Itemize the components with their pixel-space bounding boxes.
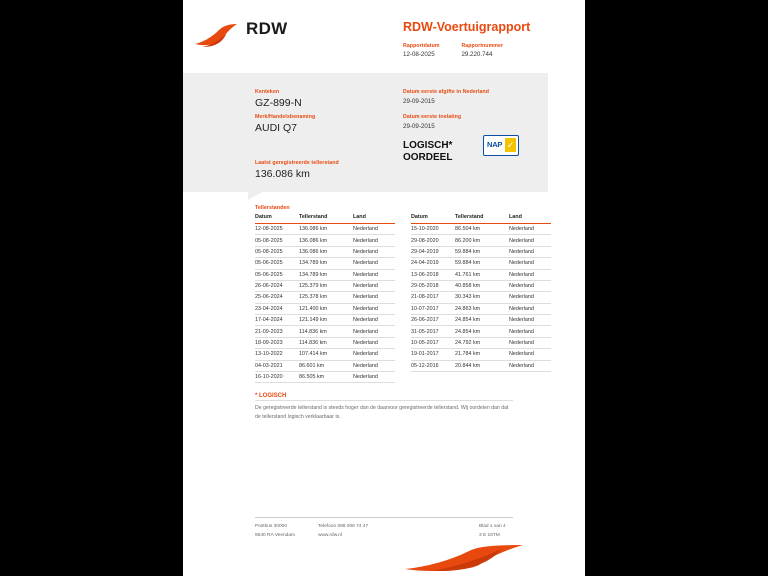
cell-datum: 23-04-2024 <box>255 303 299 314</box>
cell-datum: 21-08-2017 <box>411 292 455 303</box>
cell-tellerstand: 41.761 km <box>455 269 509 280</box>
table-row <box>255 315 395 326</box>
rdw-wordmark: RDW <box>246 19 288 38</box>
cell-tellerstand: 125.378 km <box>299 292 353 303</box>
table-row <box>255 258 395 269</box>
cell-land: Nederland <box>353 349 395 360</box>
panel-notch <box>248 192 262 200</box>
cell-datum: 12-08-2025 <box>255 224 299 235</box>
document-page <box>183 0 585 576</box>
cell-tellerstand: 86.200 km <box>455 235 509 246</box>
cell-datum: 05-08-2025 <box>255 246 299 257</box>
table-row <box>255 224 395 235</box>
cell-land: Nederland <box>353 371 395 382</box>
cell-land: Nederland <box>353 224 395 235</box>
cell-datum: 05-06-2025 <box>255 258 299 269</box>
footer-address-line-2: 9640 RA Veendam <box>255 533 296 538</box>
cell-land: Nederland <box>509 269 551 280</box>
table-row <box>255 360 395 371</box>
cell-tellerstand: 24.863 km <box>455 303 509 314</box>
cell-datum: 05-12-2016 <box>411 360 455 371</box>
rdw-flame-logo-icon <box>193 22 241 48</box>
nap-badge <box>483 135 519 156</box>
cell-land: Nederland <box>353 292 395 303</box>
cell-datum: 26-06-2017 <box>411 315 455 326</box>
table-row <box>255 246 395 257</box>
cell-datum: 31-05-2017 <box>411 326 455 337</box>
cell-datum: 29-04-2019 <box>411 246 455 257</box>
cell-tellerstand: 125.379 km <box>299 280 353 291</box>
cell-land: Nederland <box>353 280 395 291</box>
merk-label: Merk/Handelsbenaming <box>255 114 316 120</box>
meta-rapportnummer-value: 29.220.744 <box>461 51 493 58</box>
nap-label: NAP <box>487 140 503 149</box>
cell-datum: 25-06-2024 <box>255 292 299 303</box>
cell-land: Nederland <box>509 246 551 257</box>
footer-divider <box>255 517 513 518</box>
table-row <box>255 292 395 303</box>
cell-tellerstand: 134.789 km <box>299 269 353 280</box>
tellerstanden-title: Tellerstanden <box>255 205 290 211</box>
cell-datum: 04-03-2021 <box>255 360 299 371</box>
footnote-title: * LOGISCH <box>255 393 287 399</box>
meta-rapportdatum-label: Rapportdatum <box>403 43 440 49</box>
cell-tellerstand: 107.414 km <box>299 349 353 360</box>
rdw-flame-logo-footer-icon <box>405 545 525 571</box>
cell-land: Nederland <box>509 292 551 303</box>
table-row <box>255 235 395 246</box>
cell-land: Nederland <box>509 349 551 360</box>
col-tellerstand: Tellerstand <box>455 214 509 224</box>
cell-land: Nederland <box>509 337 551 348</box>
header-meta <box>403 43 583 61</box>
footer-website-link[interactable]: www.rdw.nl <box>318 533 342 538</box>
cell-datum: 05-08-2025 <box>255 235 299 246</box>
cell-tellerstand: 136.086 km <box>299 246 353 257</box>
table-row <box>411 258 551 269</box>
cell-tellerstand: 114.836 km <box>299 337 353 348</box>
table-row <box>255 349 395 360</box>
table-row <box>411 235 551 246</box>
toelating-value: 29-09-2015 <box>403 123 435 130</box>
cell-tellerstand: 136.086 km <box>299 224 353 235</box>
cell-tellerstand: 86.504 km <box>455 224 509 235</box>
table-row <box>411 269 551 280</box>
table-header-row <box>255 214 395 224</box>
cell-land: Nederland <box>509 303 551 314</box>
cell-land: Nederland <box>509 280 551 291</box>
table-row <box>411 224 551 235</box>
table-row <box>255 303 395 314</box>
table-row <box>255 269 395 280</box>
table-body-left <box>255 224 395 383</box>
cell-land: Nederland <box>353 337 395 348</box>
tellerstand-label: Laatst geregistreerde tellerstand <box>255 160 339 166</box>
cell-land: Nederland <box>353 258 395 269</box>
verdict-block <box>403 140 452 163</box>
cell-land: Nederland <box>353 246 395 257</box>
cell-land: Nederland <box>509 326 551 337</box>
cell-land: Nederland <box>353 269 395 280</box>
cell-land: Nederland <box>509 315 551 326</box>
cell-tellerstand: 21.784 km <box>455 349 509 360</box>
cell-tellerstand: 86.505 km <box>299 371 353 382</box>
cell-datum: 10-07-2017 <box>411 303 455 314</box>
cell-datum: 13-10-2022 <box>255 349 299 360</box>
table-row <box>411 315 551 326</box>
meta-rapportdatum-value: 12-08-2025 <box>403 51 435 58</box>
table-row <box>411 292 551 303</box>
cell-tellerstand: 121.149 km <box>299 315 353 326</box>
cell-land: Nederland <box>509 258 551 269</box>
table-row <box>411 349 551 360</box>
cell-land: Nederland <box>353 315 395 326</box>
verdict-line-1: LOGISCH* <box>403 140 453 151</box>
cell-datum: 16-10-2020 <box>255 371 299 382</box>
col-datum: Datum <box>255 214 299 224</box>
table-row <box>411 280 551 291</box>
cell-datum: 19-01-2017 <box>411 349 455 360</box>
cell-datum: 24-04-2019 <box>411 258 455 269</box>
table-row <box>255 337 395 348</box>
meta-rapportnummer <box>461 43 503 58</box>
cell-tellerstand: 86.601 km <box>299 360 353 371</box>
toelating-label: Datum eerste toelating <box>403 114 462 120</box>
vehicle-summary-panel <box>183 73 548 192</box>
footnote-body: De geregistreerde tellerstand is steeds hoger dan de daarvoor geregistreerde tellerstand. Wij oordelen dan dat de tellerstand logisch verklaarbaar is. <box>255 405 509 420</box>
cell-datum: 10-05-2017 <box>411 337 455 348</box>
table-row <box>255 280 395 291</box>
footer-contact-line-1: Telefoon 088 008 74 47 <box>318 524 369 529</box>
meta-rapportdatum <box>403 43 457 58</box>
cell-tellerstand: 20.844 km <box>455 360 509 371</box>
table-header-row <box>411 214 551 224</box>
cell-tellerstand: 30.343 km <box>455 292 509 303</box>
table-row <box>411 337 551 348</box>
col-tellerstand: Tellerstand <box>299 214 353 224</box>
footnote-divider <box>255 400 513 401</box>
tellerstand-value: 136.086 km <box>255 168 310 180</box>
footer-address-line-1: Postbus 30000 <box>255 524 288 529</box>
cell-datum: 18-09-2023 <box>255 337 299 348</box>
cell-tellerstand: 40.858 km <box>455 280 509 291</box>
cell-datum: 17-04-2024 <box>255 315 299 326</box>
afgifte-label: Datum eerste afgifte in Nederland <box>403 89 490 95</box>
cell-tellerstand: 121.400 km <box>299 303 353 314</box>
col-datum: Datum <box>411 214 455 224</box>
table-row <box>411 326 551 337</box>
table-row <box>255 326 395 337</box>
report-title: RDW-Voertuigrapport <box>403 20 531 34</box>
cell-tellerstand: 114.836 km <box>299 326 353 337</box>
cell-land: Nederland <box>353 303 395 314</box>
cell-land: Nederland <box>509 224 551 235</box>
table-body-right <box>411 224 551 372</box>
cell-datum: 21-09-2023 <box>255 326 299 337</box>
cell-land: Nederland <box>509 235 551 246</box>
footer-page-number: Blad 1 van 4 <box>479 524 506 529</box>
kenteken-label: Kenteken <box>255 89 280 95</box>
col-land: Land <box>509 214 551 224</box>
cell-land: Nederland <box>353 235 395 246</box>
cell-datum: 29-05-2018 <box>411 280 455 291</box>
cell-tellerstand: 59.884 km <box>455 258 509 269</box>
cell-land: Nederland <box>353 326 395 337</box>
cell-datum: 29-08-2020 <box>411 235 455 246</box>
cell-datum: 13-06-2018 <box>411 269 455 280</box>
merk-value: AUDI Q7 <box>255 122 298 134</box>
cell-tellerstand: 24.854 km <box>455 315 509 326</box>
cell-tellerstand: 24.854 km <box>455 326 509 337</box>
verdict-line-2: OORDEEL <box>403 151 453 163</box>
kenteken-value: GZ-899-N <box>255 97 302 109</box>
cell-tellerstand: 24.792 km <box>455 337 509 348</box>
document-header <box>183 0 585 62</box>
meta-rapportnummer-label: Rapportnummer <box>461 43 504 49</box>
tellerstanden-table-right <box>411 214 551 372</box>
afgifte-value: 29-09-2015 <box>403 98 435 105</box>
cell-land: Nederland <box>353 360 395 371</box>
cell-tellerstand: 134.789 km <box>299 258 353 269</box>
check-icon: ✓ <box>506 140 515 150</box>
table-row <box>255 371 395 382</box>
cell-land: Nederland <box>509 360 551 371</box>
cell-datum: 26-06-2024 <box>255 280 299 291</box>
table-row <box>411 303 551 314</box>
cell-tellerstand: 136.086 km <box>299 235 353 246</box>
cell-datum: 15-10-2020 <box>411 224 455 235</box>
col-land: Land <box>353 214 395 224</box>
tellerstanden-table-left <box>255 214 395 383</box>
footer-code: 3 E 16TM <box>479 533 500 538</box>
table-row <box>411 246 551 257</box>
table-row <box>411 360 551 371</box>
cell-tellerstand: 59.884 km <box>455 246 509 257</box>
cell-datum: 05-06-2025 <box>255 269 299 280</box>
